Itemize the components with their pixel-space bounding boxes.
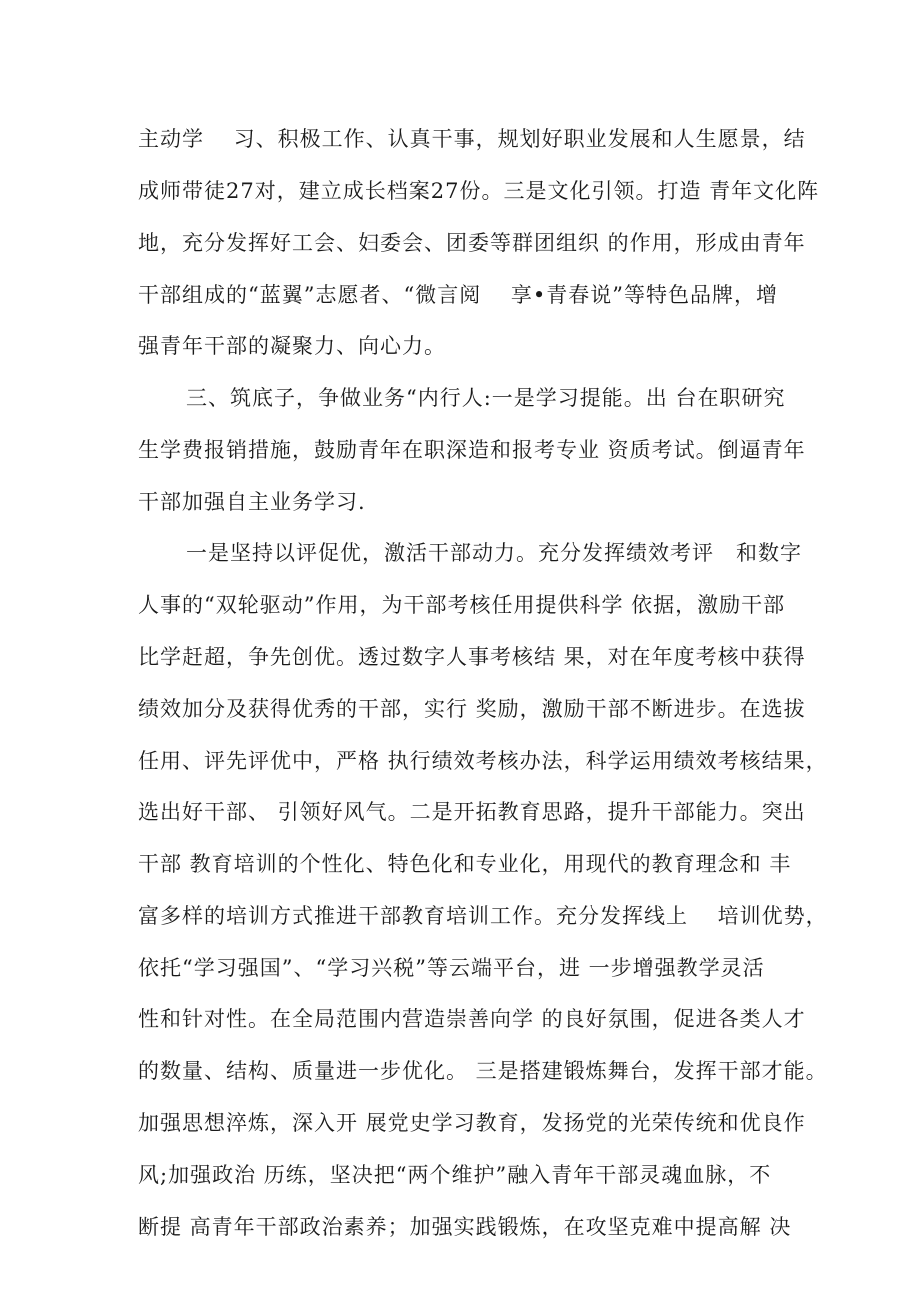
- text-line: 富多样的培训方式推进干部教育培训工作。充分发挥线上 培训优势，: [138, 904, 828, 928]
- text-line: 任用、评先评优中，严格 执行绩效考核办法，科学运用绩效考核结果，: [138, 749, 828, 773]
- text-line: 干部加强自主业务学习.: [138, 490, 366, 514]
- text-line: 风;加强政治 历练，坚决把“两个维护”融入青年干部灵魂血脉，不: [138, 1163, 772, 1187]
- paragraph-start-line: 一是坚持以评促优，激活干部动力。充分发挥绩效考评 和数字: [186, 541, 802, 565]
- section-heading-line: 三、筑底子，争做业务“内行人:一是学习提能。出 台在职研究: [186, 386, 786, 410]
- text-line: 断提 高青年干部政治素养；加强实践锻炼，在攻坚克难中提高解 决: [138, 1215, 792, 1239]
- text-line: 性和针对性。在全局范围内营造崇善向学 的良好氛围，促进各类人才: [138, 1007, 806, 1031]
- text-line: 比学赶超，争先创优。透过数字人事考核结 果，对在年度考核中获得: [138, 645, 806, 669]
- text-line: 人事的“双轮驱动”作用，为干部考核任用提供科学 依据，激励干部: [138, 593, 786, 617]
- text-line: 强青年干部的凝聚力、向心力。: [138, 334, 446, 358]
- text-line: 成师带徒27对，建立成长档案27份。三是文化引领。打造 青年文化阵: [138, 179, 820, 203]
- text-line: 干部组成的“蓝翼”志愿者、“微言阅 享•青春说”等特色品牌，增: [138, 283, 779, 307]
- text-line: 依托“学习强国”、“学习兴税”等云端平台，进 一步增强教学灵活: [138, 956, 765, 980]
- text-line: 绩效加分及获得优秀的干部，实行 奖励，激励干部不断进步。在选拔: [138, 697, 806, 721]
- text-line: 的数量、结构、质量进一步优化。 三是搭建锻炼舞台，发挥干部才能。: [138, 1059, 828, 1083]
- text-line: 选出好干部、 引领好风气。二是开拓教育思路，提升干部能力。突出: [138, 800, 806, 824]
- text-line: 地，充分发挥好工会、妇委会、团委等群团组织 的作用，形成由青年: [138, 231, 806, 255]
- text-line: 生学费报销措施，鼓励青年在职深造和报考专业 资质考试。倒逼青年: [138, 438, 806, 462]
- text-line: 加强思想淬炼，深入开 展党史学习教育，发扬党的光荣传统和优良作: [138, 1111, 806, 1135]
- text-line: 干部 教育培训的个性化、特色化和专业化，用现代的教育理念和 丰: [138, 852, 792, 876]
- text-line: 主动学 习、积极工作、认真干事，规划好职业发展和人生愿景，结: [138, 127, 806, 151]
